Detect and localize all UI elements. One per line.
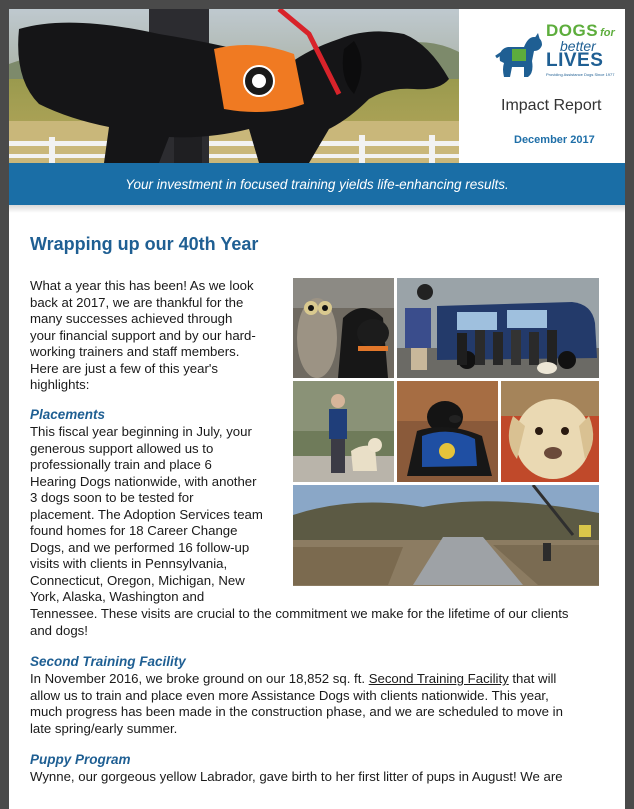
facility-line: allow us to train and place even more Assistance Dogs with clients nationwide. This year, [30,687,549,703]
intro-line: many successes achieved through [30,311,233,326]
intro-line: Here are just a few of this year's [30,360,218,376]
intro-line: What a year this has been! As we look [30,278,254,293]
placements-line: This fiscal year beginning in July, your [30,424,252,439]
van-group-photo [397,278,599,378]
placements-paragraph [30,424,292,606]
placements-line: York, Alaska, Washington and [30,589,205,604]
facility-paragraph [30,671,610,737]
puppy-line: Wynne, our gorgeous yellow Labrador, gave birth to her first litter of pups in August! We are [30,769,563,784]
intro-line: back at 2017, we are thankful for the [30,294,244,310]
article-headline: Wrapping up our 40th Year [30,234,259,254]
intro-paragraph [30,278,292,394]
second-training-facility-link[interactable]: Second Training Facility [368,671,509,686]
facility-line: late spring/early summer. [30,720,178,736]
facility-line-text: In November 2016, we broke ground on our 18,852 sq. ft. [30,671,369,686]
intro-line: your financial support and by our hard- [30,327,256,343]
panel-curve [459,9,499,163]
construction-site-photo [293,485,599,586]
placements-line: Dogs, and we performed 16 follow-up [30,539,250,555]
placements-line: placement. The Adoption Services team [30,506,263,522]
header-hero [9,9,625,163]
facility-line-text: that will [508,671,557,686]
placements-line: 3 dogs soon to be tested for [30,490,194,505]
placements-line: Connecticut, Oregon, Michigan, New [30,572,245,588]
logo-dogs-text: DOGS [546,21,599,40]
logo-lives-text: LIVES [546,50,604,71]
dogs-for-better-lives-logo [494,21,619,87]
black-lab-vest-photo [397,381,498,482]
trainer-yellow-lab-photo [293,381,394,482]
placements-line: generous support allowed us to [30,440,214,456]
placements-line: professionally train and place 6 [30,457,212,472]
issue-date: December 2017 [514,134,595,146]
puppy-paragraph [30,769,610,786]
owl-and-lab-photo [293,278,394,378]
logo-tagline: Providing Assistance Dogs Since 1977 [546,72,615,77]
brand-panel [459,9,625,163]
banner-shadow [9,205,625,213]
banner-text: Your investment in focused training yields life-enhancing results. [125,176,509,192]
intro-line: highlights: [30,377,90,392]
newsletter-page [9,9,625,809]
yellow-lab-closeup-photo [501,381,599,482]
placements-heading: Placements [30,407,106,422]
dog-logo-icon [494,31,546,81]
placements-line: Tennessee. These visits are crucial to the commitment we make for the lifetime of our clients [30,606,569,621]
placements-line: found homes for 18 Career Change [30,523,238,538]
facility-heading: Second Training Facility [30,654,186,669]
logo-better-text: better [560,38,596,54]
placements-line: Hearing Dogs nationwide, with another [30,473,257,489]
placements-line: visits with clients in Pennsylvania, [30,556,228,571]
logo-for-text: for [600,27,615,39]
puppy-heading: Puppy Program [30,752,131,767]
facility-line: much progress has been made in the construction phase, and we are scheduled to move in [30,704,563,719]
facility-line [30,671,610,688]
tagline-banner [9,163,625,205]
placements-paragraph-wide [30,606,610,639]
placements-line: and dogs! [30,622,88,638]
report-title: Impact Report [501,97,602,114]
intro-line: working trainers and staff members. [30,344,240,359]
